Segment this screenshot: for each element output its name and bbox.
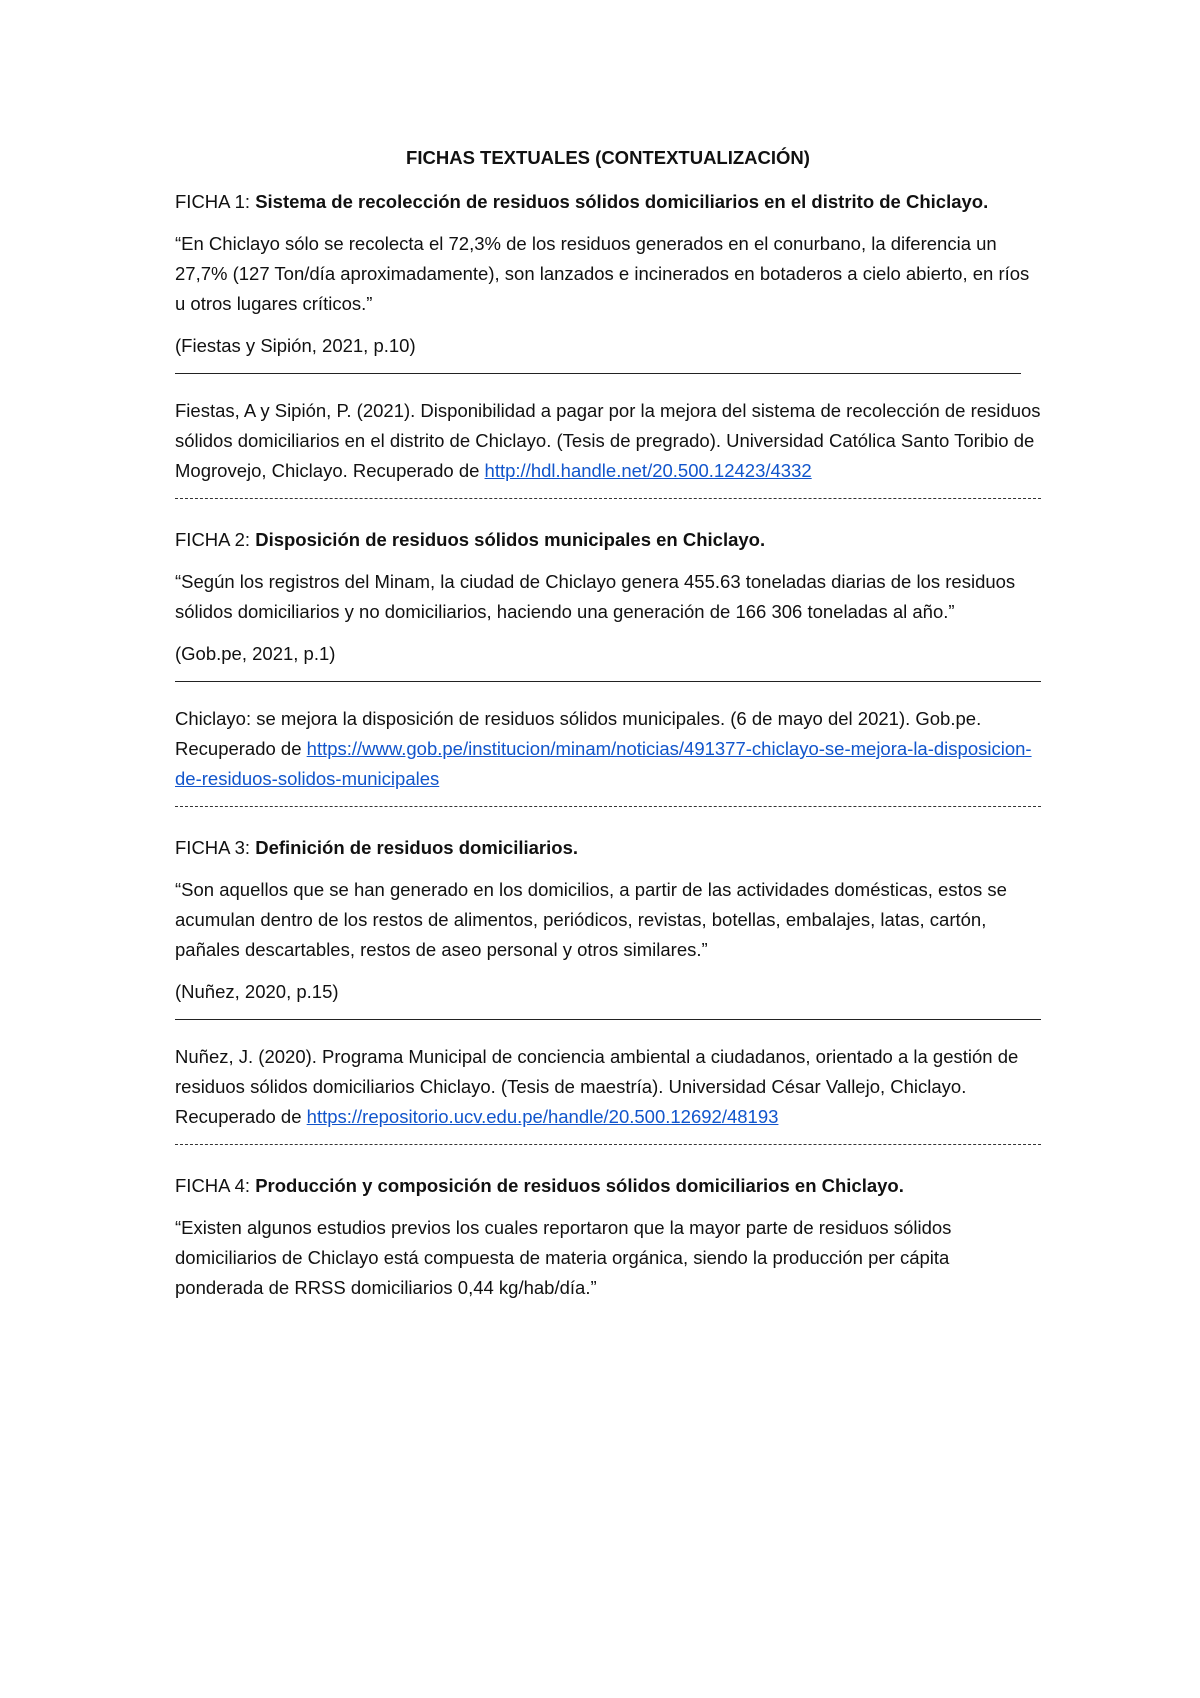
ficha-1-heading: [175, 187, 1041, 217]
ficha-2-label: FICHA 2:: [175, 529, 251, 550]
ficha-4-quote: “Existen algunos estudios previos los cuales reportaron que la mayor parte de residuos sólidos domiciliarios de Chiclayo está compuesta de materia orgánica, siendo la producción per cápita ponderada de RRSS domiciliarios 0,44 kg/hab/día.”: [175, 1217, 952, 1298]
ficha-4-heading: [175, 1171, 1041, 1201]
ficha-1-reference-text: Fiestas, A y Sipión, P. (2021). Disponibilidad a pagar por la mejora del sistema de recolección de residuos sólidos domiciliarios en el distrito de Chiclayo. (Tesis de pregrado). Universidad Católica Santo Toribio de Mogrovejo, Chiclayo. Recuperado de: [175, 400, 1041, 481]
ficha-3-heading: [175, 833, 1041, 863]
separator-line: [175, 681, 1041, 682]
document-body: [175, 143, 1041, 1315]
ficha-1-quote: “En Chiclayo sólo se recolecta el 72,3% de los residuos generados en el conurbano, la diferencia un 27,7% (127 Ton/día aproximadamente), son lanzados e incinerados en botaderos a cielo abierto, en ríos u otros lugares críticos.”: [175, 233, 1030, 314]
ficha-3-reference: [175, 1042, 1041, 1132]
dashed-separator: [175, 498, 1041, 499]
ficha-3-reference-link[interactable]: https://repositorio.ucv.edu.pe/handle/20.500.12692/48193: [306, 1106, 779, 1127]
dashed-separator: [175, 806, 1041, 807]
ficha-2-citation: (Gob.pe, 2021, p.1): [175, 643, 336, 664]
ficha-2-reference-link[interactable]: https://www.gob.pe/institucion/minam/noticias/491377-chiclayo-se-mejora-la-disposicion-de-residuos-solidos-municipales: [175, 738, 1032, 789]
ficha-1-reference: [175, 396, 1041, 486]
ficha-2-title: Disposición de residuos sólidos municipales en Chiclayo.: [255, 529, 766, 550]
dashed-separator: [175, 1144, 1041, 1145]
ficha-2-reference-text: Chiclayo: se mejora la disposición de residuos sólidos municipales. (6 de mayo del 2021). Gob.pe. Recuperado de: [175, 708, 982, 759]
separator-line: [175, 1019, 1041, 1020]
ficha-3-reference-text: Nuñez, J. (2020). Programa Municipal de conciencia ambiental a ciudadanos, orientado a la gestión de residuos sólidos domiciliarios Chiclayo. (Tesis de maestría). Universidad César Vallejo, Chiclayo. Recuperado de: [175, 1046, 1019, 1127]
ficha-3-quote: “Son aquellos que se han generado en los domicilios, a partir de las actividades domésticas, estos se acumulan dentro de los restos de alimentos, periódicos, revistas, botellas, embalajes, latas, cartón, pañales descartables, restos de aseo personal y otros similares.”: [175, 879, 1007, 960]
ficha-2-heading: [175, 525, 1041, 555]
ficha-4-label: FICHA 4:: [175, 1175, 251, 1196]
ficha-1-label: FICHA 1:: [175, 191, 251, 212]
document-title: FICHAS TEXTUALES (CONTEXTUALIZACIÓN): [406, 147, 810, 168]
ficha-3-title: Definición de residuos domiciliarios.: [255, 837, 578, 858]
ficha-4-title: Producción y composición de residuos sólidos domiciliarios en Chiclayo.: [255, 1175, 904, 1196]
ficha-1-reference-link[interactable]: http://hdl.handle.net/20.500.12423/4332: [484, 460, 812, 481]
ficha-3-citation: (Nuñez, 2020, p.15): [175, 981, 339, 1002]
ficha-2-quote: “Según los registros del Minam, la ciudad de Chiclayo genera 455.63 toneladas diarias de los residuos sólidos domiciliarios y no domiciliarios, haciendo una generación de 166 306 toneladas al año.”: [175, 571, 1016, 622]
ficha-1-title: Sistema de recolección de residuos sólidos domiciliarios en el distrito de Chiclayo.: [255, 191, 989, 212]
ficha-1-citation: (Fiestas y Sipión, 2021, p.10): [175, 335, 416, 356]
ficha-3-label: FICHA 3:: [175, 837, 251, 858]
separator-line: [175, 373, 1021, 374]
ficha-2-reference: [175, 704, 1041, 794]
